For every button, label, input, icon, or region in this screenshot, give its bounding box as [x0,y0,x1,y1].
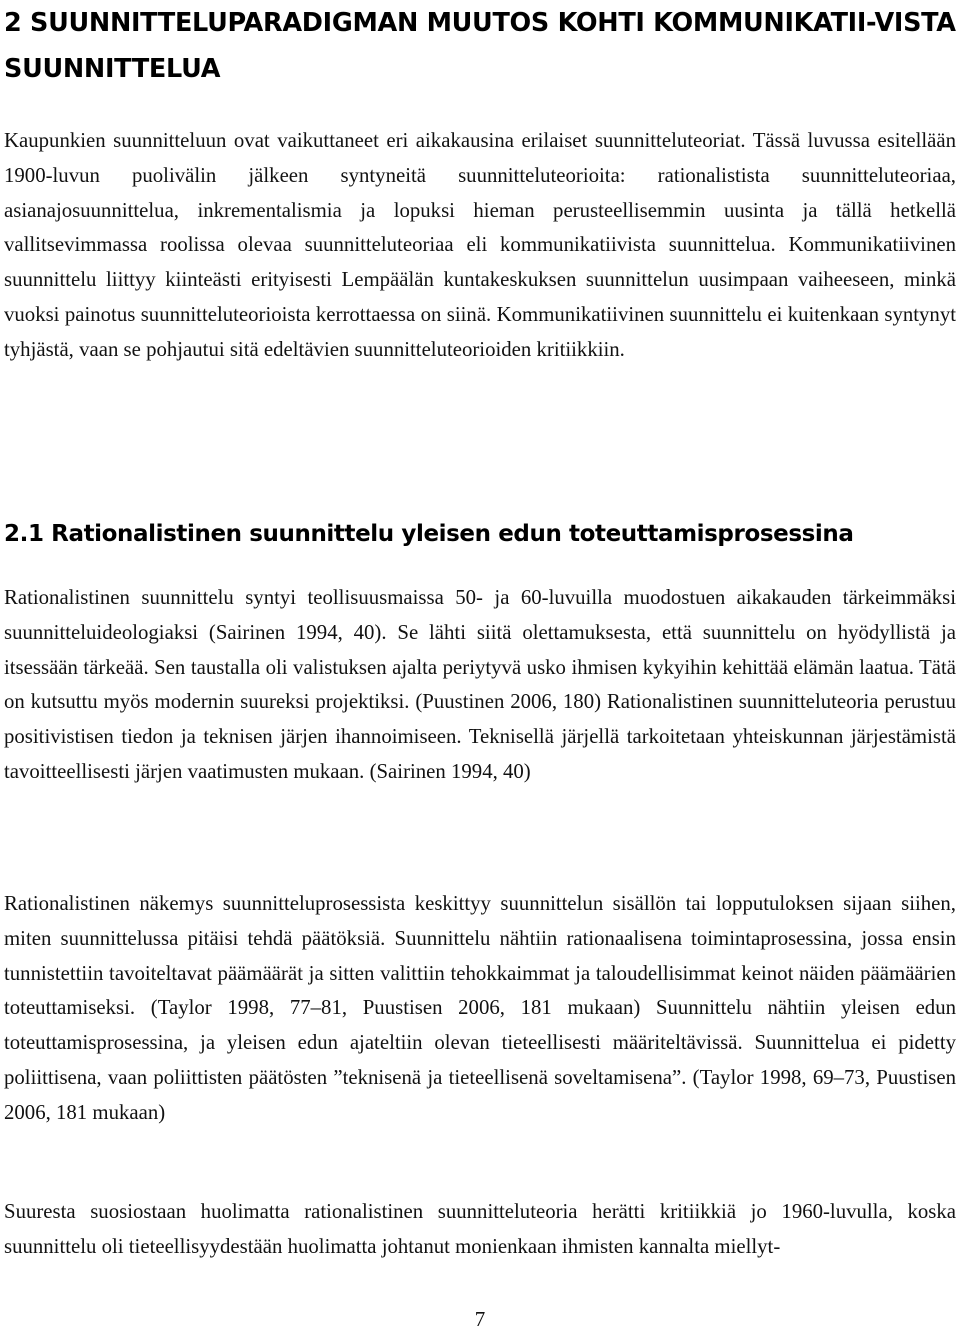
page-number: 7 [474,1307,486,1331]
section-paragraph-3: Suuresta suosiostaan huolimatta rationalistinen suunnitteluteoria herätti kritiikkiä jo 1960-luvulla, koska suunnittelu oli tieteellisyydestään huolimatta johtanut monienkaan ihmisten kannalta miellyt- [4,1200,956,1258]
section-paragraph-2: Rationalistinen näkemys suunnitteluprosessista keskittyy suunnittelun sisällön tai lopputuloksen sijaan siihen, miten suunnittelussa pitäisi tehdä päätöksiä. Suunnittelu nähtiin rationaalisena toimintaprosessina, jossa ensin tunnistettiin tavoiteltavat päämäärät ja sitten valittiin tehokkaimmat ja taloudellisimmat keinot näiden päämäärien toteuttamiseksi. (Taylor 1998, 77–81, Puustisen 2006, 181 mukaan) Suunnittelu nähtiin yleisen edun toteuttamisprosessina, ja yleisen edun ajateltiin olevan tieteellisesti määriteltävissä. Suunnittelua ei pidetty poliittisena, vaan poliittisten päätösten ”teknisenä ja tieteellisenä soveltamisena”. (Taylor 1998, 69–73, Puustisen 2006, 181 mukaan) [4,892,956,1124]
section-paragraph-1: Rationalistinen suunnittelu syntyi teollisuusmaissa 50- ja 60-luvuilla muodostuen aikakauden tärkeimmäksi suunnitteluideologiaksi (Sairinen 1994, 40). Se lähti siitä olettamuksesta, että suunnittelu on hyödyllistä ja itsessään tärkeää. Sen taustalla oli valistuksen ajalta periytyvä usko ihmisen kykyihin kehittää elämän laatua. Tätä on kutsuttu myös modernin suureksi projektiksi. (Puustinen 2006, 180) Rationalistinen suunnitteluteoria perustuu positivistisen tiedon ja teknisen järjen ihannoimiseen. Teknisellä järjellä tarkoitetaan yhteiskunnan järjestämistä tavoitteellisesti järjen vaatimusten mukaan. (Sairinen 1994, 40) [4,586,956,783]
section-heading: 2.1 Rationalistinen suunnittelu yleisen edun toteuttamisprosessina [4,521,854,547]
chapter-heading: 2 SUUNNITTELUPARADIGMAN MUUTOS KOHTI KOMMUNIKATII-VISTA SUUNNITTELUA [4,8,956,84]
intro-paragraph: Kaupunkien suunnitteluun ovat vaikuttaneet eri aikakausina erilaiset suunnitteluteoriat. Tässä luvussa esitellään 1900-luvun puolivälin jälkeen syntyneitä suunnitteluteorioita: rationalistista suunnitteluteoriaa, asianajosuunnittelua, inkrementalismia ja lopuksi hieman perusteellisemmin uusinta ja tällä hetkellä vallitsevimmassa roolissa olevaa suunnitteluteoriaa eli kommunikatiivista suunnittelua. Kommunikatiivinen suunnittelu liittyy kiinteästi erityisesti Lempäälän kuntakeskuksen suunnittelun uusimpaan vaiheeseen, minkä vuoksi painotus suunnitteluteorioista kerrottaessa on siinä. Kommunikatiivinen suunnittelu ei kuitenkaan syntynyt tyhjästä, vaan se pohjautui sitä edeltävien suunnitteluteorioiden kritiikkiin. [4,129,956,361]
